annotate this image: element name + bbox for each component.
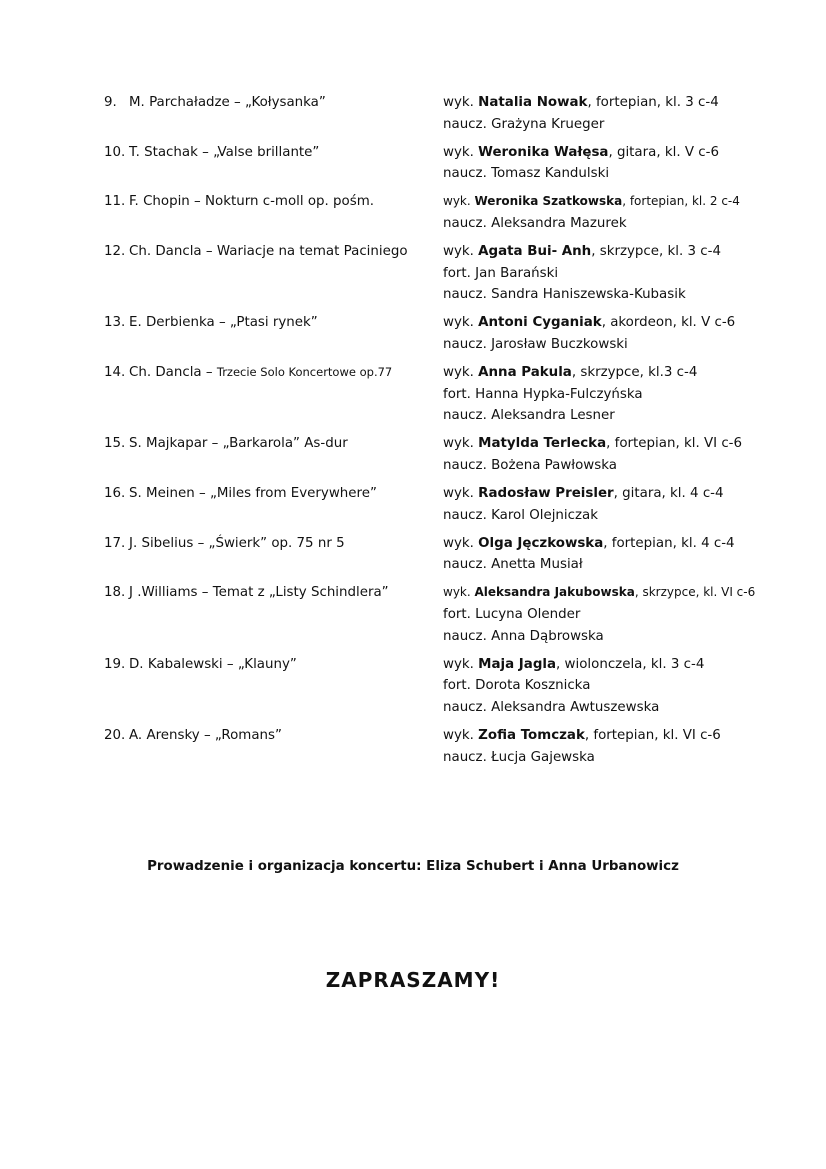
piece-column [104, 582, 443, 647]
performer-line [443, 142, 764, 164]
performer-prefix: wyk. [443, 315, 479, 331]
performer-line [443, 312, 764, 334]
performer-details: , gitara, kl. 4 c-4 [613, 486, 724, 501]
performer-prefix: wyk. [443, 727, 479, 743]
performer-name: Aleksandra Jakubowska [474, 585, 635, 600]
performer-column [443, 533, 764, 576]
piece-title [129, 241, 408, 306]
teacher-line: naucz. Karol Olejniczak [443, 507, 598, 523]
item-number: 11. [104, 194, 126, 210]
accompanist-line: fort. Hanna Hypka-Fulczyńska [443, 386, 643, 402]
item-number: 9. [104, 95, 117, 110]
performer-column [443, 654, 764, 719]
piece-title-main: S. Majkapar – „Barkarola” As-dur [129, 436, 348, 452]
piece-title-main: J. Sibelius – „Świerk” op. 75 nr 5 [129, 535, 345, 551]
item-number: 20. [104, 727, 126, 743]
piece-title [129, 533, 345, 576]
performer-details: , akordeon, kl. V c-6 [601, 315, 736, 331]
performer-details: , skrzypce, kl. VI c-6 [634, 585, 756, 600]
piece-title [129, 191, 374, 234]
performer-details: , fortepian, kl. 4 c-4 [603, 535, 735, 551]
performer-column [443, 582, 764, 647]
piece-column [104, 92, 443, 135]
piece-title [129, 433, 348, 476]
program-item [104, 142, 764, 185]
program-item [104, 654, 764, 719]
performer-details: , skrzypce, kl. 3 c-4 [591, 244, 722, 260]
item-number: 18. [104, 585, 126, 601]
piece-column [104, 312, 443, 355]
teacher-line: naucz. Aleksandra Awtuszewska [443, 699, 660, 715]
performer-name: Weronika Szatkowska [474, 194, 623, 209]
program-item [104, 92, 764, 135]
program-item [104, 725, 764, 768]
performer-column [443, 92, 764, 135]
performer-name: Natalia Nowak [478, 95, 588, 110]
piece-title [129, 92, 326, 135]
teacher-line: naucz. Łucja Gajewska [443, 749, 595, 765]
piece-title-main: J .Williams – Temat z „Listy Schindlera” [129, 585, 389, 601]
performer-line [443, 191, 764, 213]
piece-title-main: M. Parchaładze – „Kołysanka” [129, 95, 326, 110]
teacher-line: naucz. Aleksandra Mazurek [443, 215, 627, 231]
program-item [104, 191, 764, 234]
performer-column [443, 191, 764, 234]
performer-name: Anna Pakula [478, 365, 572, 381]
performer-line [443, 725, 764, 747]
performer-column [443, 312, 764, 355]
organization-note: Prowadzenie i organizacja koncertu: Eliza Schubert i Anna Urbanowicz [147, 859, 679, 874]
piece-title-small: Trzecie Solo Koncertowe op.77 [216, 365, 393, 380]
program-item [104, 582, 764, 647]
piece-title [129, 654, 297, 719]
performer-line [443, 533, 764, 555]
accompanist-line: fort. Jan Barański [443, 265, 559, 281]
item-number: 16. [104, 486, 126, 501]
item-number: 17. [104, 535, 126, 551]
piece-column [104, 191, 443, 234]
performer-name: Zofia Tomczak [478, 727, 585, 743]
piece-title [129, 142, 319, 185]
piece-title-main: F. Chopin – Nokturn c-moll op. pośm. [129, 194, 375, 210]
item-number: 19. [104, 656, 126, 672]
item-number: 14. [104, 365, 126, 381]
performer-column [443, 483, 764, 526]
teacher-line: naucz. Jarosław Buczkowski [443, 336, 628, 352]
performer-details: , fortepian, kl. 3 c-4 [587, 95, 719, 110]
teacher-line: naucz. Sandra Haniszewska-Kubasik [443, 287, 686, 303]
program-item [104, 362, 764, 427]
performer-prefix: wyk. [443, 656, 479, 672]
performer-column [443, 241, 764, 306]
item-number: 13. [104, 315, 126, 331]
piece-title [129, 582, 389, 647]
item-number: 15. [104, 436, 126, 452]
performer-details: , skrzypce, kl.3 c-4 [571, 365, 698, 381]
performer-line [443, 362, 764, 384]
piece-title-main: Ch. Dancla – [129, 365, 217, 381]
piece-column [104, 654, 443, 719]
performer-prefix: wyk. [443, 365, 479, 381]
performer-prefix: wyk. [443, 486, 479, 501]
performer-column [443, 725, 764, 768]
piece-title-main: T. Stachak – „Valse brillante” [129, 144, 320, 160]
piece-column [104, 725, 443, 768]
performer-line [443, 654, 764, 676]
performer-details: , fortepian, kl. VI c-6 [606, 436, 743, 452]
teacher-line: naucz. Tomasz Kandulski [443, 166, 610, 182]
performer-column [443, 142, 764, 185]
item-number: 12. [104, 244, 126, 260]
performer-column [443, 433, 764, 476]
performer-prefix: wyk. [443, 244, 479, 260]
piece-column [104, 142, 443, 185]
invitation-heading: ZAPRASZAMY! [325, 968, 501, 992]
piece-title [129, 362, 392, 427]
accompanist-line: fort. Dorota Kosznicka [443, 678, 591, 694]
performer-prefix: wyk. [443, 535, 479, 551]
performer-name: Radosław Preisler [478, 486, 614, 501]
teacher-line: naucz. Bożena Pawłowska [443, 457, 617, 473]
performer-details: , wiolonczela, kl. 3 c-4 [556, 656, 705, 672]
performer-prefix: wyk. [443, 95, 479, 110]
performer-column [443, 362, 764, 427]
performer-details: , fortepian, kl. 2 c-4 [622, 194, 740, 209]
piece-title [129, 725, 282, 768]
performer-name: Antoni Cyganiak [478, 315, 602, 331]
teacher-line: naucz. Anetta Musiał [443, 557, 583, 573]
piece-title-main: A. Arensky – „Romans” [129, 727, 282, 743]
program-item [104, 241, 764, 306]
concert-program [104, 92, 764, 775]
piece-column [104, 533, 443, 576]
accompanist-line: fort. Lucyna Olender [443, 606, 581, 622]
program-item [104, 312, 764, 355]
piece-title-main: Ch. Dancla – Wariacje na temat Paciniego [129, 244, 408, 260]
teacher-line: naucz. Anna Dąbrowska [443, 628, 604, 644]
teacher-line: naucz. Grażyna Krueger [443, 116, 605, 132]
performer-name: Olga Jęczkowska [478, 535, 604, 551]
performer-details: , gitara, kl. V c-6 [608, 144, 719, 160]
program-item [104, 533, 764, 576]
piece-title-main: D. Kabalewski – „Klauny” [129, 656, 297, 672]
performer-line [443, 241, 764, 263]
program-item [104, 483, 764, 526]
performer-line [443, 483, 764, 505]
piece-title [129, 483, 377, 526]
performer-prefix: wyk. [443, 144, 479, 160]
piece-column [104, 241, 443, 306]
teacher-line: naucz. Aleksandra Lesner [443, 408, 615, 424]
item-number: 10. [104, 144, 126, 160]
piece-column [104, 483, 443, 526]
performer-name: Maja Jagla [478, 656, 557, 672]
performer-prefix: wyk. [443, 436, 479, 452]
performer-details: , fortepian, kl. VI c-6 [584, 727, 721, 743]
performer-prefix: wyk. [443, 194, 475, 209]
performer-line [443, 92, 764, 114]
piece-title-main: S. Meinen – „Miles from Everywhere” [129, 486, 377, 501]
piece-column [104, 433, 443, 476]
program-item [104, 433, 764, 476]
piece-title [129, 312, 318, 355]
piece-title-main: E. Derbienka – „Ptasi rynek” [129, 315, 318, 331]
performer-prefix: wyk. [443, 585, 475, 600]
piece-column [104, 362, 443, 427]
performer-name: Weronika Wałęsa [478, 144, 609, 160]
performer-line [443, 433, 764, 455]
performer-name: Agata Bui- Anh [478, 244, 592, 260]
performer-name: Matylda Terlecka [478, 436, 607, 452]
performer-line [443, 582, 764, 604]
